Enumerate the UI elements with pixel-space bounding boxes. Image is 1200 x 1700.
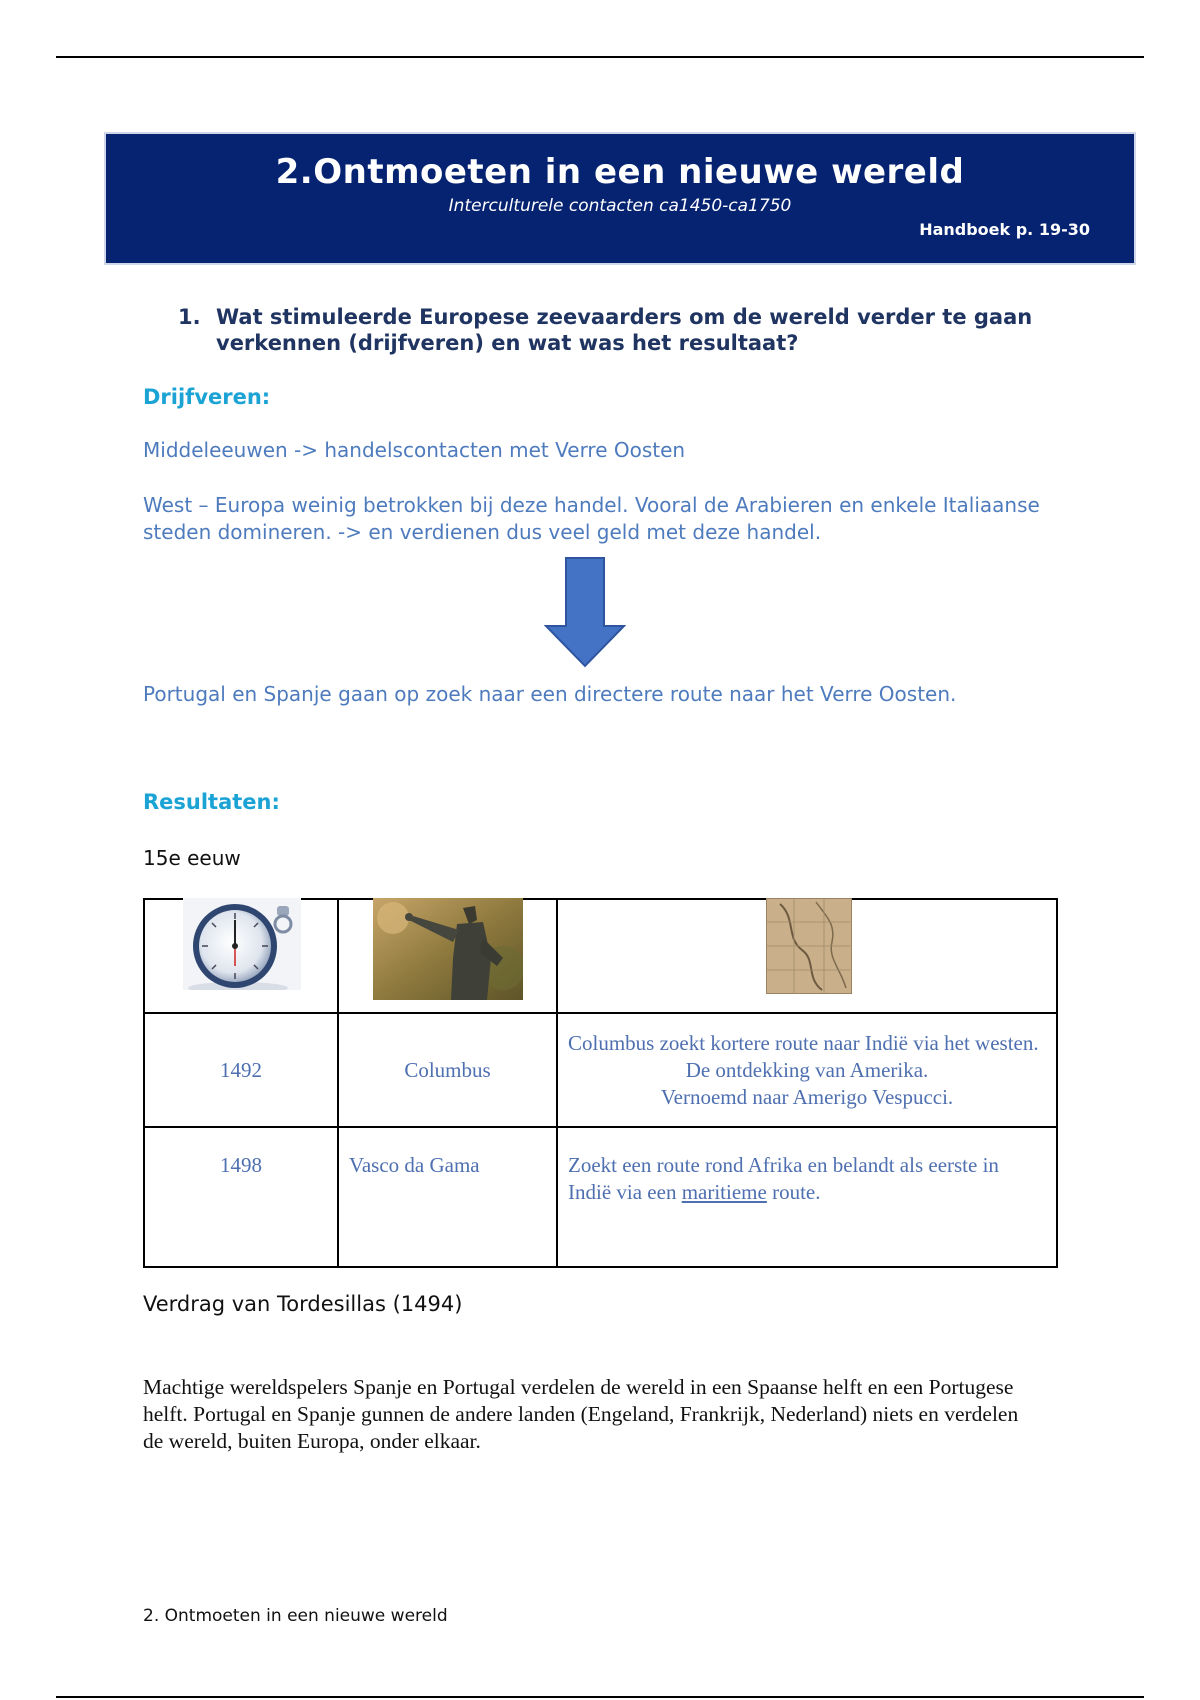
drivers-paragraph-1: Middeleeuwen -> handelscontacten met Verre Oosten xyxy=(143,438,686,462)
statue-image-cell xyxy=(338,899,557,1013)
map-image-cell xyxy=(557,899,1057,1013)
explorer-cell: Columbus xyxy=(338,1013,557,1127)
drivers-heading: Drijfveren: xyxy=(143,385,271,409)
top-rule xyxy=(56,56,1144,58)
treaty-text: Machtige wereldspelers Spanje en Portugal verdelen de wereld in een Spaanse helft en een Portugese helft. Portugal en Spanje gunnen de andere landen (Engeland, Frankrijk, Nederland) niets en verdelen de wereld, buiten Europa, onder elkaar. xyxy=(143,1375,1019,1453)
description-line: Vernoemd naar Amerigo Vespucci. xyxy=(660,1084,954,1109)
drivers-paragraph-3: Portugal en Spanje gaan op zoek naar een directere route naar het Verre Oosten. xyxy=(143,682,957,706)
stopwatch-image-cell xyxy=(144,899,338,1013)
table-row xyxy=(144,1013,1057,1127)
century-label: 15e eeuw xyxy=(143,846,241,870)
drivers-paragraph-2: West – Europa weinig betrokken bij deze handel. Vooral de Arabieren en enkele Italiaanse steden domineren. -> en verdienen dus veel geld met deze handel. xyxy=(143,493,1040,544)
table-image-row xyxy=(144,899,1057,1013)
bottom-rule xyxy=(56,1696,1144,1698)
description-text: route. xyxy=(766,1180,821,1204)
year-cell: 1498 xyxy=(144,1127,338,1267)
description-line: De ontdekking van Amerika. xyxy=(685,1057,929,1082)
page-title: 2.Ontmoeten in een nieuwe wereld xyxy=(275,152,965,192)
handbook-reference: Handboek p. 19-30 xyxy=(919,220,1090,239)
page-footer: 2. Ontmoeten in een nieuwe wereld xyxy=(143,1606,448,1626)
stopwatch-image xyxy=(183,898,301,990)
description-line: Columbus zoekt kortere route naar Indië via het westen. xyxy=(568,1030,1039,1055)
columbus-statue-image xyxy=(373,898,523,1000)
old-map-image xyxy=(766,898,852,994)
discoveries-table xyxy=(143,898,1058,1268)
description-cell xyxy=(557,1013,1057,1127)
treaty-title: Verdrag van Tordesillas (1494) xyxy=(143,1292,463,1316)
question-1 xyxy=(178,304,1058,356)
results-heading: Resultaten: xyxy=(143,790,280,814)
explorer-cell: Vasco da Gama xyxy=(338,1127,557,1267)
table-row xyxy=(144,1127,1057,1267)
question-text: Wat stimuleerde Europese zeevaarders om de wereld verder te gaan verkennen (drijfveren) en wat was het resultaat? xyxy=(216,305,1033,355)
down-arrow-icon xyxy=(544,556,626,668)
question-number: 1. xyxy=(178,305,201,329)
page-subtitle: Interculturele contacten ca1450-ca1750 xyxy=(448,196,792,216)
year-cell: 1492 xyxy=(144,1013,338,1127)
underlined-word: maritieme xyxy=(681,1180,767,1204)
title-banner xyxy=(104,132,1136,265)
description-cell xyxy=(557,1127,1057,1267)
description-text: Zoekt een route rond Afrika en belandt als eerste in Indië via een xyxy=(568,1153,999,1204)
